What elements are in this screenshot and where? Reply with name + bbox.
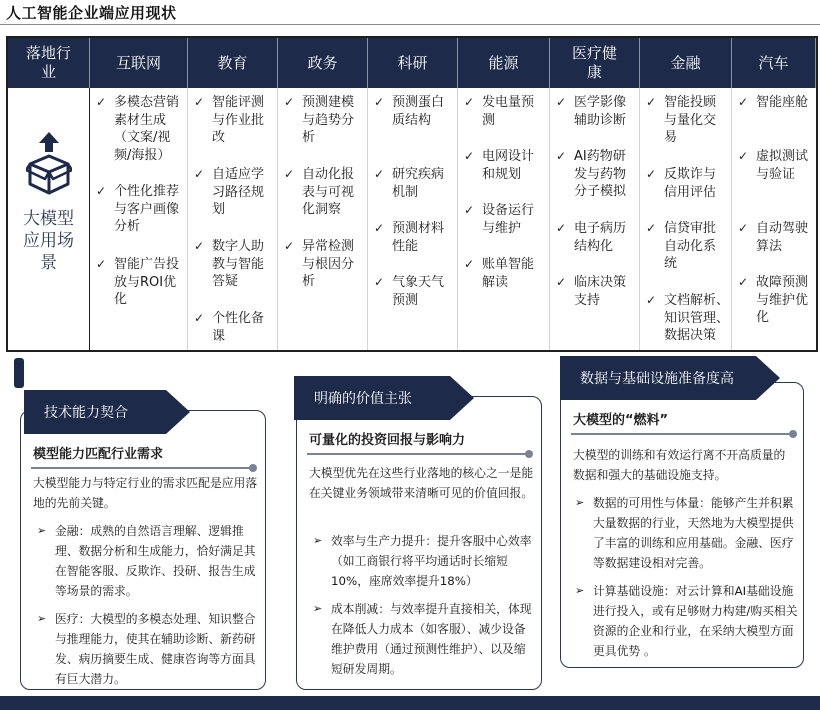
list-item: ✓ 自动驾驶算法	[738, 221, 809, 254]
footer-bar	[0, 696, 820, 710]
check-icon: ✓	[738, 95, 749, 109]
check-icon: ✓	[646, 221, 657, 235]
card-divider	[31, 467, 253, 469]
list-item: ✓ 多模态营销素材生成（文案/视频/海报）	[96, 95, 180, 163]
check-icon: ✓	[556, 275, 567, 289]
list-item: ✓ 反欺诈与信用评估	[646, 167, 717, 200]
ribbon-data-infra: 数据与基础设施准备度高	[560, 356, 756, 400]
header-internet: 互联网	[90, 38, 188, 88]
check-icon: ✓	[194, 95, 205, 109]
column-internet	[90, 88, 188, 350]
list-item: ✓ 医学影像辅助诊断	[556, 95, 627, 128]
column-auto	[732, 88, 816, 350]
list-item: ✓ 电网设计和规划	[464, 149, 535, 182]
check-icon: ✓	[284, 239, 295, 253]
check-icon: ✓	[96, 257, 107, 271]
check-icon: ✓	[646, 167, 657, 181]
list-item: ✓ 研究疾病机制	[374, 167, 445, 200]
check-icon: ✓	[374, 95, 385, 109]
check-icon: ✓	[738, 275, 749, 289]
check-icon: ✓	[738, 221, 749, 235]
header-education: 教育	[188, 38, 278, 88]
list-item: ✓ 临床决策支持	[556, 275, 627, 308]
list-item: ✓ 账单智能解读	[464, 257, 535, 290]
list-item: ✓ 文档解析、知识管理、数据决策	[646, 293, 730, 343]
card-bullet: ➢ 金融：成熟的自然语言理解、逻辑推理、数据分析和生成能力，恰好满足其在智能客服、反欺诈、投研、报告生成等场景的需求。	[55, 521, 261, 601]
check-icon: ✓	[464, 257, 475, 271]
card-tech-fit	[20, 410, 266, 690]
ribbon-tech-fit: 技术能力契合	[24, 390, 166, 434]
check-icon: ✓	[556, 95, 567, 109]
list-item: ✓ 预测材料性能	[374, 221, 445, 254]
list-item: ✓ 设备运行与维护	[464, 203, 535, 236]
card-bullet: ➢ 效率与生产力提升：提升客服中心效率（如工商银行将平均通话时长缩短10%，座席效率提升18%）	[331, 531, 537, 591]
scenario-table	[6, 36, 818, 352]
card-bullet: ➢ 医疗：大模型的多模态处理、知识整合与推理能力，使其在辅助诊断、新药研发、病历摘要生成、健康咨询等方面具有巨大潜力。	[55, 609, 261, 689]
card-subtitle: 可量化的投资回报与影响力	[309, 433, 466, 448]
list-item: ✓ 个性化备课	[194, 311, 265, 344]
list-item: ✓ 智能广告投放与ROI优化	[96, 257, 180, 307]
box-upload-icon	[26, 130, 72, 196]
card-divider	[571, 433, 793, 435]
list-item: ✓ AI药物研发与药物分子模拟	[556, 149, 627, 199]
page-title: 人工智能企业端应用现状	[6, 4, 177, 22]
check-icon: ✓	[738, 149, 749, 163]
header-government: 政务	[278, 38, 368, 88]
section-marker	[14, 358, 24, 388]
check-icon: ✓	[194, 239, 205, 253]
check-icon: ✓	[464, 149, 475, 163]
header-energy: 能源	[458, 38, 550, 88]
header-research: 科研	[368, 38, 458, 88]
column-government	[278, 88, 368, 350]
check-icon: ✓	[464, 203, 475, 217]
column-research	[368, 88, 458, 350]
list-item: ✓ 个性化推荐与客户画像分析	[96, 184, 180, 234]
check-icon: ✓	[194, 167, 205, 181]
list-item: ✓ 智能座舱	[738, 95, 809, 110]
card-bullet: ➢ 数据的可用性与体量：能够产生并积累大量数据的行业，天然地为大模型提供了丰富的训练和应用基础。金融、医疗等数据建设相对完善。	[593, 493, 799, 573]
list-item: ✓ 自适应学习路径规划	[194, 167, 265, 217]
header-healthcare: 医疗健康	[550, 38, 640, 88]
list-item: ✓ 电子病历结构化	[556, 221, 627, 254]
card-subtitle: 大模型的“燃料”	[573, 413, 669, 428]
list-item: ✓ 智能投顾与量化交易	[646, 95, 717, 145]
check-icon: ✓	[646, 95, 657, 109]
check-icon: ✓	[556, 221, 567, 235]
card-bullet: ➢ 成本削减：与效率提升直接相关，体现在降低人力成本（如客服）、减少设备维护费用（通过预测性维护）、以及缩短研发周期。	[331, 599, 537, 679]
check-icon: ✓	[374, 275, 385, 289]
row-label: 大模型应用场景	[23, 209, 74, 273]
card-bullet: ➢ 计算基础设施：对云计算和AI基础设施进行投入，或有足够财力构建/购买相关资源的企业和行业，在采纳大模型方面更具优势 。	[593, 581, 799, 661]
header-auto: 汽车	[732, 38, 816, 88]
list-item: ✓ 自动化报表与可视化洞察	[284, 167, 355, 217]
check-icon: ✓	[194, 311, 205, 325]
arrow-bullet-icon: ➢	[37, 612, 47, 625]
column-finance	[640, 88, 732, 350]
check-icon: ✓	[464, 95, 475, 109]
card-divider	[307, 453, 529, 455]
title-divider	[0, 24, 820, 25]
arrow-bullet-icon: ➢	[575, 496, 585, 509]
arrow-bullet-icon: ➢	[37, 524, 47, 537]
check-icon: ✓	[374, 167, 385, 181]
card-paragraph: 大模型的训练和有效运行离不开高质量的数据和强大的基础设施支持。	[573, 448, 786, 482]
column-healthcare	[550, 88, 640, 350]
arrow-bullet-icon: ➢	[313, 602, 323, 615]
column-energy	[458, 88, 550, 350]
list-item: ✓ 预测建模与趋势分析	[284, 95, 355, 145]
card-data-infra	[560, 382, 804, 668]
check-icon: ✓	[284, 167, 295, 181]
check-icon: ✓	[96, 95, 107, 109]
card-paragraph: 大模型优先在这些行业落地的核心之一是能在关键业务领域带来清晰可见的价值回报。	[309, 466, 534, 500]
header-corner: 落地行业	[8, 38, 90, 88]
row-header	[8, 88, 90, 350]
list-item: ✓ 异常检测与根因分析	[284, 239, 355, 289]
list-item: ✓ 故障预测与维护优化	[738, 275, 809, 325]
list-item: ✓ 气象天气预测	[374, 275, 445, 308]
ribbon-value: 明确的价值主张	[294, 376, 450, 420]
check-icon: ✓	[556, 149, 567, 163]
arrow-bullet-icon: ➢	[313, 534, 323, 547]
list-item: ✓ 数字人助教与智能答疑	[194, 239, 265, 289]
card-subtitle: 模型能力匹配行业需求	[33, 447, 164, 462]
list-item: ✓ 智能评测与作业批改	[194, 95, 265, 145]
check-icon: ✓	[646, 293, 657, 307]
check-icon: ✓	[96, 184, 107, 198]
list-item: ✓ 虚拟测试与验证	[738, 149, 809, 182]
card-value	[296, 396, 542, 690]
card-paragraph: 大模型能力与特定行业的需求匹配是应用落地的先前关键。	[33, 476, 258, 510]
list-item: ✓ 信贷审批自动化系统	[646, 221, 717, 271]
list-item: ✓ 预测蛋白质结构	[374, 95, 445, 128]
column-education	[188, 88, 278, 350]
list-item: ✓ 发电量预测	[464, 95, 535, 128]
check-icon: ✓	[374, 221, 385, 235]
header-finance: 金融	[640, 38, 732, 88]
check-icon: ✓	[284, 95, 295, 109]
arrow-bullet-icon: ➢	[575, 584, 585, 597]
